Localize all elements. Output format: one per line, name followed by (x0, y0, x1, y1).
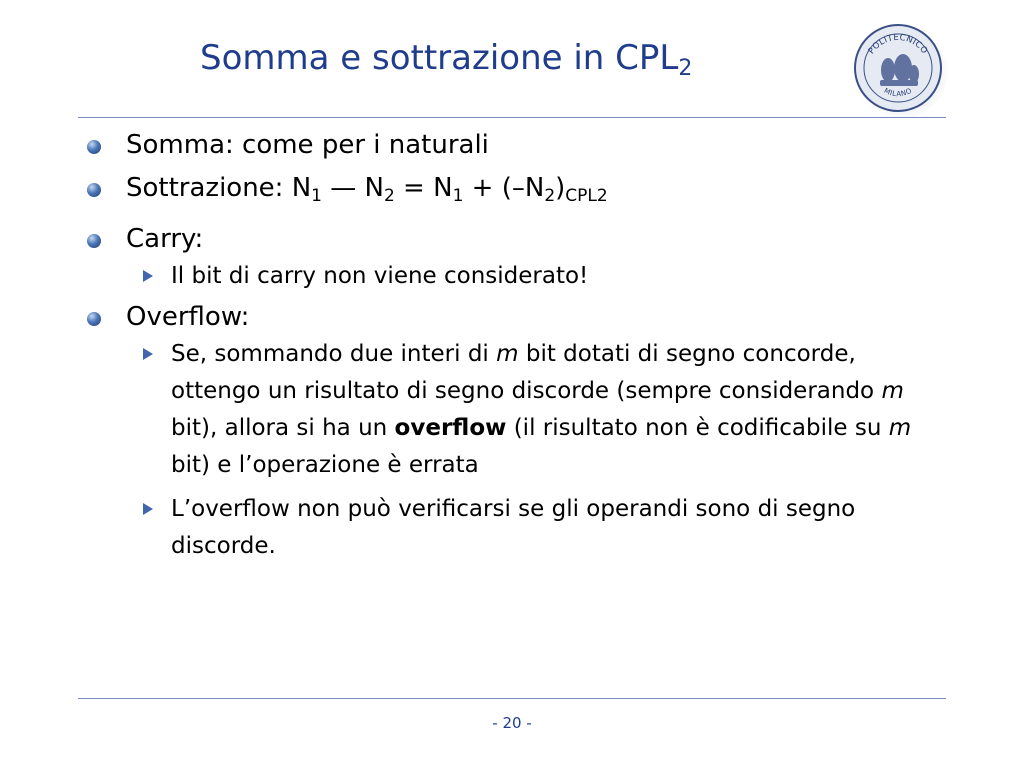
politecnico-seal-icon (848, 18, 948, 118)
triangle-bullet-icon (143, 348, 153, 360)
formula-prefix: Sottrazione: N (126, 173, 312, 203)
header-divider (78, 117, 946, 118)
bullet-carry (82, 222, 952, 256)
italic-m: m (881, 378, 904, 404)
sub-bullet-text: L’overflow non può verificarsi se gli operandi sono di segno discorde. (171, 496, 856, 559)
bullet-sottrazione (82, 171, 952, 213)
round-bullet-icon (87, 234, 101, 248)
text-run: bit dotati di segno concorde, ottengo un risultato di segno discorde (sempre considerando (171, 341, 882, 404)
bullet-text: Overflow: (126, 302, 250, 332)
bullet-text: Somma: come per i naturali (126, 130, 489, 160)
sub-bullet-carry (82, 258, 952, 295)
formula-sub-cpl2: CPL2 (565, 186, 608, 206)
title-text: Somma e sottrazione in CPL (200, 38, 679, 78)
page-title (200, 38, 692, 81)
seal-text-bottom: MILANO (882, 86, 914, 99)
round-bullet-icon (87, 183, 101, 197)
italic-m: m (496, 341, 519, 367)
triangle-bullet-icon (143, 270, 153, 282)
footer-divider (78, 698, 946, 699)
round-bullet-icon (87, 140, 101, 154)
sub-bullet-overflow-note (82, 491, 931, 565)
sub-bullet-text: Il bit di carry non viene considerato! (171, 263, 589, 289)
seal-text-top: POLITECNICO (866, 32, 930, 57)
bullet-overflow (82, 300, 952, 334)
formula-sub: 2 (544, 186, 556, 206)
text-run: bit), allora si ha un (171, 415, 395, 441)
page-number: - 20 - (492, 714, 532, 732)
formula-close: ) (555, 173, 566, 203)
formula-sub: 1 (452, 186, 464, 206)
text-run: (il risultato non è codificabile su (506, 415, 889, 441)
title-subscript: 2 (678, 56, 693, 81)
formula-sub: 1 (311, 186, 322, 206)
bullet-text: Carry: (126, 224, 204, 254)
triangle-bullet-icon (143, 503, 153, 515)
sub-bullet-overflow-def (82, 336, 931, 484)
formula-eq: = N (394, 173, 453, 203)
italic-m: m (888, 415, 912, 441)
formula-plus: + (–N (463, 173, 545, 203)
formula-dash: — N (321, 173, 384, 203)
text-run: bit) e l’operazione è errata (171, 452, 479, 478)
bullet-somma (82, 128, 952, 162)
text-run: Se, sommando due interi di (171, 341, 497, 367)
round-bullet-icon (87, 312, 101, 326)
formula-sub: 2 (383, 186, 395, 206)
slide-body (82, 128, 952, 572)
bold-overflow: overflow (394, 415, 507, 441)
